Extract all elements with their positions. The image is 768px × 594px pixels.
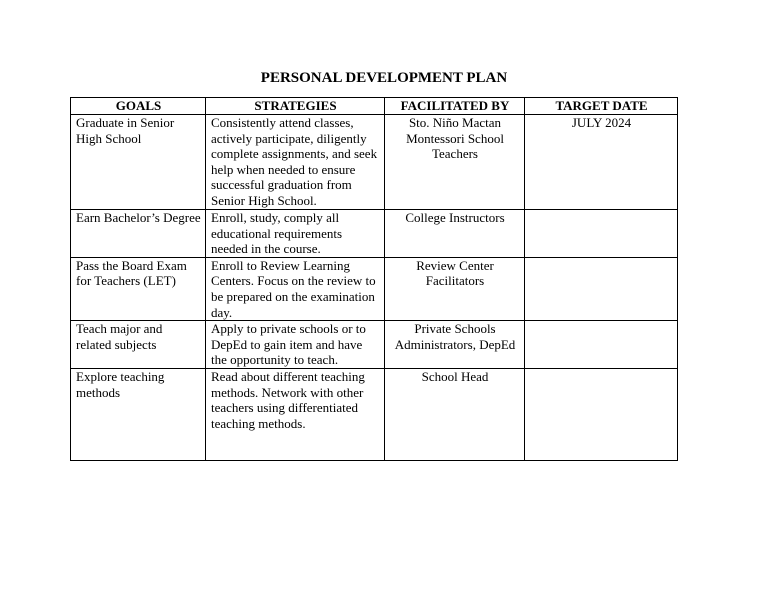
header-target-date: TARGET DATE	[525, 98, 678, 115]
strategy-cell: Consistently attend classes, actively participate, diligently complete assignments, and seek help when needed to ensure successful graduation from Senior High School.	[206, 115, 385, 210]
facilitated-by-cell: Review Center Facilitators	[385, 257, 525, 320]
development-plan-table	[70, 97, 678, 461]
goal-cell: Teach major and related subjects	[71, 321, 206, 369]
target-date-cell	[525, 368, 678, 460]
target-date-cell	[525, 210, 678, 258]
facilitated-by-cell: Sto. Niño Mactan Montessori School Teachers	[385, 115, 525, 210]
table-row	[71, 210, 678, 258]
target-date-cell: JULY 2024	[525, 115, 678, 210]
strategy-cell: Enroll to Review Learning Centers. Focus on the review to be prepared on the examination day.	[206, 257, 385, 320]
goal-cell: Earn Bachelor’s Degree	[71, 210, 206, 258]
facilitated-by-cell: School Head	[385, 368, 525, 460]
table-row	[71, 321, 678, 369]
goal-cell: Explore teaching methods	[71, 368, 206, 460]
goal-cell: Graduate in Senior High School	[71, 115, 206, 210]
table-header-row	[71, 98, 678, 115]
facilitated-by-cell: College Instructors	[385, 210, 525, 258]
header-strategies: STRATEGIES	[206, 98, 385, 115]
table-row	[71, 257, 678, 320]
target-date-cell	[525, 257, 678, 320]
target-date-cell	[525, 321, 678, 369]
facilitated-by-cell: Private Schools Administrators, DepEd	[385, 321, 525, 369]
strategy-cell: Apply to private schools or to DepEd to gain item and have the opportunity to teach.	[206, 321, 385, 369]
table-row	[71, 368, 678, 460]
goal-cell: Pass the Board Exam for Teachers (LET)	[71, 257, 206, 320]
page-title: PERSONAL DEVELOPMENT PLAN	[260, 70, 508, 86]
table-row	[71, 115, 678, 210]
header-goals: GOALS	[71, 98, 206, 115]
header-facilitated-by: FACILITATED BY	[385, 98, 525, 115]
strategy-cell: Enroll, study, comply all educational requirements needed in the course.	[206, 210, 385, 258]
strategy-cell: Read about different teaching methods. Network with other teachers using differentiated teaching methods.	[206, 368, 385, 460]
